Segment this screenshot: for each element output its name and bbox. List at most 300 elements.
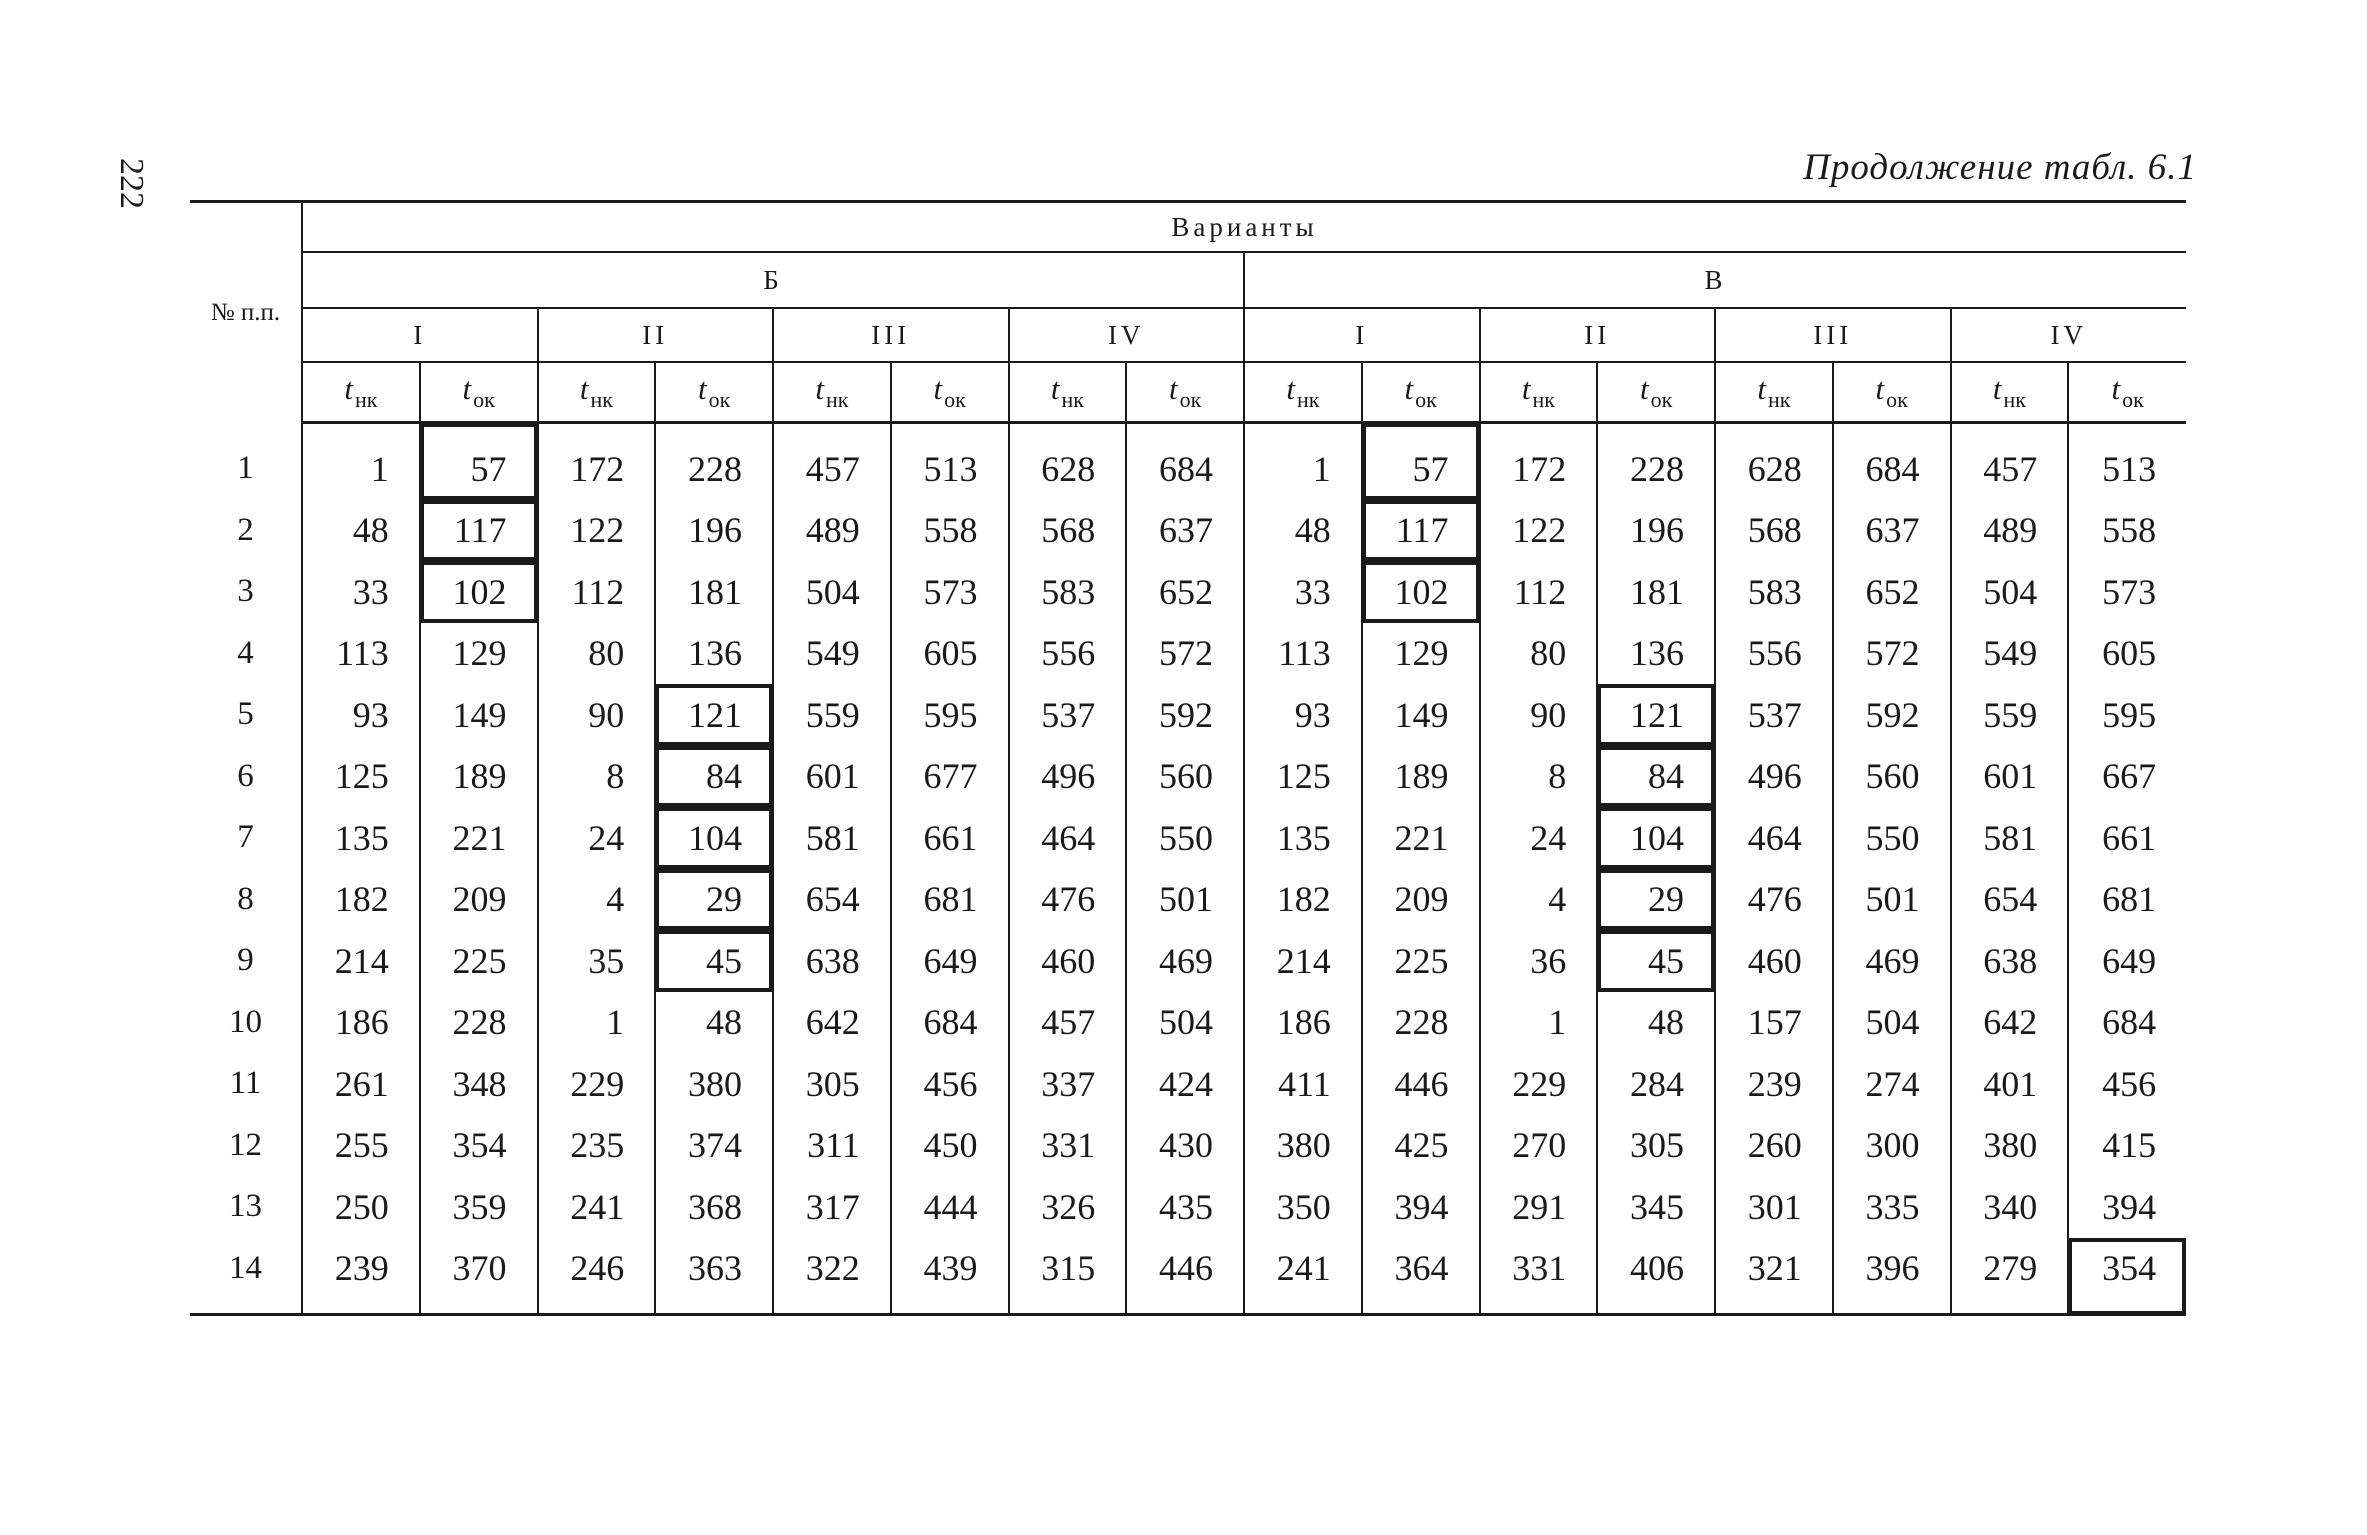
table-cell: 129 [1362,623,1480,685]
subgroup-header: IV [1951,308,2187,362]
table-row [190,1176,2186,1238]
table-cell: 93 [302,684,420,746]
highlighted-cell: 117 [420,500,538,562]
column-header [1597,362,1715,423]
table-cell: 513 [2068,423,2186,500]
table-cell: 301 [1715,1176,1833,1238]
table-cell: 311 [773,1115,891,1177]
subgroup-header: I [1244,308,1480,362]
table-cell: 450 [891,1115,1009,1177]
table-cell: 652 [1833,561,1951,623]
table-cell: 300 [1833,1115,1951,1177]
table-cell: 504 [1126,992,1244,1054]
table-cell: 560 [1126,746,1244,808]
table-cell: 642 [773,992,891,1054]
table-cell: 446 [1126,1238,1244,1315]
column-subscript: ок [944,387,966,412]
column-symbol: t [1521,371,1531,406]
row-number: 6 [190,746,302,808]
subgroup-header: II [538,308,774,362]
column-header [1951,362,2069,423]
table-row [190,869,2186,931]
table-cell: 1 [1244,423,1362,500]
table-cell: 157 [1715,992,1833,1054]
table-cell: 246 [538,1238,656,1315]
table-cell: 24 [1480,807,1598,869]
table-cell: 568 [1009,500,1127,562]
table-cell: 684 [2068,992,2186,1054]
table-cell: 8 [538,746,656,808]
table-cell: 476 [1715,869,1833,931]
row-number: 11 [190,1053,302,1115]
table-cell: 464 [1009,807,1127,869]
table-cell: 36 [1480,930,1598,992]
highlighted-cell: 102 [1362,561,1480,623]
subgroup-header: III [773,308,1009,362]
column-header [420,362,538,423]
table-cell: 317 [773,1176,891,1238]
column-symbol: t [1404,371,1414,406]
table-cell: 368 [655,1176,773,1238]
table-cell: 460 [1715,930,1833,992]
highlighted-cell: 57 [1362,423,1480,500]
table-cell: 550 [1833,807,1951,869]
table-cell: 661 [891,807,1009,869]
table-cell: 4 [538,869,656,931]
table-cell: 556 [1009,623,1127,685]
column-header [655,362,773,423]
row-number: 7 [190,807,302,869]
table-cell: 489 [773,500,891,562]
column-subscript: ок [708,387,731,412]
row-number: 2 [190,500,302,562]
table-cell: 255 [302,1115,420,1177]
table-cell: 80 [538,623,656,685]
table-cell: 601 [1951,746,2069,808]
column-subscript: нк [1767,387,1791,412]
table-cell: 113 [302,623,420,685]
table-cell: 652 [1126,561,1244,623]
table-cell: 649 [891,930,1009,992]
table-cell: 637 [1126,500,1244,562]
highlighted-cell: 45 [1597,930,1715,992]
table-cell: 172 [538,423,656,500]
column-subscript: ок [1179,387,1202,412]
table-cell: 601 [773,746,891,808]
table-cell: 149 [1362,684,1480,746]
table-cell: 221 [1362,807,1480,869]
table-cell: 335 [1833,1176,1951,1238]
table-cell: 181 [1597,561,1715,623]
row-number: 4 [190,623,302,685]
table-cell: 642 [1951,992,2069,1054]
table-cell: 661 [2068,807,2186,869]
highlighted-cell: 102 [420,561,538,623]
table-row [190,992,2186,1054]
table-cell: 181 [655,561,773,623]
table-cell: 1 [1480,992,1598,1054]
column-subscript: ок [1886,387,1908,412]
table-cell: 496 [1715,746,1833,808]
table-cell: 112 [538,561,656,623]
table-cell: 340 [1951,1176,2069,1238]
subgroup-header: II [1480,308,1716,362]
column-symbol: t [579,371,589,406]
variants-header: Варианты [302,202,2186,253]
table-cell: 149 [420,684,538,746]
page-number: 222 [113,158,150,209]
table-cell: 4 [1480,869,1598,931]
table-cell: 354 [420,1115,538,1177]
highlighted-cell: 354 [2068,1238,2186,1315]
table-cell: 424 [1126,1053,1244,1115]
table-cell: 136 [1597,623,1715,685]
table-cell: 214 [302,930,420,992]
table-cell: 186 [302,992,420,1054]
table-cell: 135 [1244,807,1362,869]
table-cell: 337 [1009,1053,1127,1115]
column-symbol: t [1639,371,1649,406]
table-cell: 457 [1951,423,2069,500]
table-cell: 345 [1597,1176,1715,1238]
column-header [1244,362,1362,423]
table-cell: 182 [1244,869,1362,931]
table-cell: 241 [1244,1238,1362,1315]
table-cell: 348 [420,1053,538,1115]
highlighted-cell: 117 [1362,500,1480,562]
column-subscript: нк [825,387,849,412]
table-cell: 33 [302,561,420,623]
table-cell: 35 [538,930,656,992]
table-cell: 592 [1126,684,1244,746]
table-cell: 504 [773,561,891,623]
table-cell: 638 [773,930,891,992]
table-cell: 225 [1362,930,1480,992]
table-cell: 90 [538,684,656,746]
table-cell: 315 [1009,1238,1127,1315]
table-row [190,561,2186,623]
column-symbol: t [1286,371,1295,406]
column-symbol: t [1875,371,1885,406]
table-cell: 125 [1244,746,1362,808]
table-row [190,1238,2186,1315]
column-header [2068,362,2186,423]
table-cell: 228 [655,423,773,500]
table-cell: 406 [1597,1238,1715,1315]
table-cell: 537 [1715,684,1833,746]
table-cell: 396 [1833,1238,1951,1315]
row-number-header: № п.п. [190,202,302,423]
column-symbol: t [1757,371,1766,406]
table-row [190,1115,2186,1177]
column-subscript: нк [1532,387,1555,412]
table-cell: 331 [1480,1238,1598,1315]
column-header [1362,362,1480,423]
table-cell: 221 [420,807,538,869]
table-cell: 214 [1244,930,1362,992]
table-cell: 250 [302,1176,420,1238]
table-cell: 572 [1833,623,1951,685]
table-cell: 48 [1244,500,1362,562]
subgroup-header: I [302,308,538,362]
table-cell: 228 [1362,992,1480,1054]
table-cell: 572 [1126,623,1244,685]
table-cell: 225 [420,930,538,992]
table-cell: 504 [1951,561,2069,623]
table-cell: 469 [1126,930,1244,992]
group-header: Б [302,252,1244,308]
table-cell: 513 [891,423,1009,500]
table-cell: 501 [1126,869,1244,931]
highlighted-cell: 104 [655,807,773,869]
table-cell: 196 [1597,500,1715,562]
table-cell: 274 [1833,1053,1951,1115]
table-cell: 305 [1597,1115,1715,1177]
table-cell: 489 [1951,500,2069,562]
table-cell: 605 [2068,623,2186,685]
table-cell: 189 [1362,746,1480,808]
table-cell: 48 [302,500,420,562]
table-cell: 558 [2068,500,2186,562]
table-cell: 380 [1244,1115,1362,1177]
table-cell: 48 [655,992,773,1054]
table-cell: 90 [1480,684,1598,746]
table-row [190,1053,2186,1115]
table-cell: 80 [1480,623,1598,685]
column-symbol: t [815,371,824,406]
table-row [190,684,2186,746]
subgroup-header: IV [1009,308,1245,362]
table-cell: 638 [1951,930,2069,992]
table-cell: 260 [1715,1115,1833,1177]
table-cell: 189 [420,746,538,808]
table-cell: 556 [1715,623,1833,685]
table-cell: 469 [1833,930,1951,992]
row-number: 9 [190,930,302,992]
table-cell: 568 [1715,500,1833,562]
table-cell: 560 [1833,746,1951,808]
column-symbol: t [1050,371,1060,406]
table-cell: 93 [1244,684,1362,746]
table-cell: 537 [1009,684,1127,746]
table-cell: 628 [1009,423,1127,500]
table-cell: 8 [1480,746,1598,808]
column-subscript: ок [473,387,495,412]
table-cell: 380 [655,1053,773,1115]
row-number: 10 [190,992,302,1054]
table-cell: 460 [1009,930,1127,992]
table-cell: 125 [302,746,420,808]
table-cell: 24 [538,807,656,869]
table-cell: 326 [1009,1176,1127,1238]
table-cell: 457 [773,423,891,500]
table-cell: 595 [891,684,1009,746]
row-number: 3 [190,561,302,623]
table-cell: 501 [1833,869,1951,931]
table-cell: 446 [1362,1053,1480,1115]
table-cell: 279 [1951,1238,2069,1315]
table-cell: 425 [1362,1115,1480,1177]
table-cell: 583 [1715,561,1833,623]
highlighted-cell: 57 [420,423,538,500]
table-cell: 196 [655,500,773,562]
table-cell: 284 [1597,1053,1715,1115]
table-cell: 456 [2068,1053,2186,1115]
table-cell: 549 [1951,623,2069,685]
table-cell: 1 [302,423,420,500]
table-cell: 504 [1833,992,1951,1054]
table-cell: 394 [1362,1176,1480,1238]
table-cell: 592 [1833,684,1951,746]
table-cell: 559 [773,684,891,746]
table-cell: 228 [420,992,538,1054]
highlighted-cell: 121 [1597,684,1715,746]
table-cell: 430 [1126,1115,1244,1177]
table-cell: 122 [538,500,656,562]
table-cell: 182 [302,869,420,931]
column-subscript: ок [1415,387,1437,412]
table-cell: 228 [1597,423,1715,500]
table-cell: 476 [1009,869,1127,931]
table-cell: 33 [1244,561,1362,623]
highlighted-cell: 84 [1597,746,1715,808]
table-cell: 364 [1362,1238,1480,1315]
table-cell: 684 [891,992,1009,1054]
table-row [190,807,2186,869]
table-cell: 172 [1480,423,1598,500]
table-cell: 209 [420,869,538,931]
table-cell: 113 [1244,623,1362,685]
table-cell: 435 [1126,1176,1244,1238]
column-header [891,362,1009,423]
column-symbol: t [2111,371,2121,406]
table-cell: 239 [1715,1053,1833,1115]
table-cell: 370 [420,1238,538,1315]
table-cell: 415 [2068,1115,2186,1177]
table-cell: 667 [2068,746,2186,808]
table-cell: 135 [302,807,420,869]
table-cell: 456 [891,1053,1009,1115]
table-cell: 136 [655,623,773,685]
column-header [1126,362,1244,423]
column-header [302,362,420,423]
column-symbol: t [344,371,353,406]
table-cell: 380 [1951,1115,2069,1177]
table-cell: 261 [302,1053,420,1115]
row-number: 13 [190,1176,302,1238]
table-cell: 241 [538,1176,656,1238]
table-cell: 374 [655,1115,773,1177]
table-row [190,930,2186,992]
column-subscript: ок [2122,387,2144,412]
table-cell: 112 [1480,561,1598,623]
table-cell: 496 [1009,746,1127,808]
column-header [1833,362,1951,423]
table-cell: 581 [1951,807,2069,869]
table-cell: 581 [773,807,891,869]
table-cell: 654 [773,869,891,931]
table-cell: 677 [891,746,1009,808]
table-cell: 573 [2068,561,2186,623]
table-cell: 628 [1715,423,1833,500]
column-subscript: нк [354,387,378,412]
table-cell: 209 [1362,869,1480,931]
column-symbol: t [697,371,707,406]
table-cell: 457 [1009,992,1127,1054]
column-subscript: нк [2003,387,2026,412]
table-cell: 394 [2068,1176,2186,1238]
highlighted-cell: 29 [655,869,773,931]
table-cell: 681 [891,869,1009,931]
table-cell: 605 [891,623,1009,685]
column-symbol: t [462,371,472,406]
table-cell: 229 [538,1053,656,1115]
table-cell: 129 [420,623,538,685]
row-number: 14 [190,1238,302,1315]
table-row [190,423,2186,500]
table-cell: 229 [1480,1053,1598,1115]
column-subscript: ок [1650,387,1673,412]
table-cell: 549 [773,623,891,685]
column-header [1009,362,1127,423]
table-row [190,623,2186,685]
column-subscript: нк [1061,387,1084,412]
table-cell: 654 [1951,869,2069,931]
table-cell: 464 [1715,807,1833,869]
column-symbol: t [1168,371,1178,406]
table-cell: 573 [891,561,1009,623]
table-cell: 681 [2068,869,2186,931]
column-header [1715,362,1833,423]
group-header: В [1244,252,2186,308]
column-subscript: нк [1296,387,1320,412]
row-number: 1 [190,423,302,500]
table-cell: 1 [538,992,656,1054]
table-cell: 235 [538,1115,656,1177]
table-cell: 401 [1951,1053,2069,1115]
column-header [773,362,891,423]
table-cell: 239 [302,1238,420,1315]
table-cell: 684 [1126,423,1244,500]
table-cell: 583 [1009,561,1127,623]
highlighted-cell: 84 [655,746,773,808]
table-cell: 48 [1597,992,1715,1054]
table-cell: 559 [1951,684,2069,746]
table-cell: 558 [891,500,1009,562]
table-cell: 331 [1009,1115,1127,1177]
highlighted-cell: 45 [655,930,773,992]
table-cell: 684 [1833,423,1951,500]
table-cell: 321 [1715,1238,1833,1315]
table-cell: 305 [773,1053,891,1115]
column-subscript: нк [590,387,613,412]
column-symbol: t [1992,371,2002,406]
table-cell: 411 [1244,1053,1362,1115]
table-cell: 186 [1244,992,1362,1054]
table-cell: 359 [420,1176,538,1238]
table-row [190,746,2186,808]
highlighted-cell: 29 [1597,869,1715,931]
table-cell: 350 [1244,1176,1362,1238]
table-caption: Продолжение табл. 6.1 [1803,147,2197,188]
table-cell: 637 [1833,500,1951,562]
data-table [190,200,2186,1316]
table-cell: 291 [1480,1176,1598,1238]
table-cell: 322 [773,1238,891,1315]
table-cell: 439 [891,1238,1009,1315]
subgroup-header: III [1715,308,1951,362]
row-number: 5 [190,684,302,746]
